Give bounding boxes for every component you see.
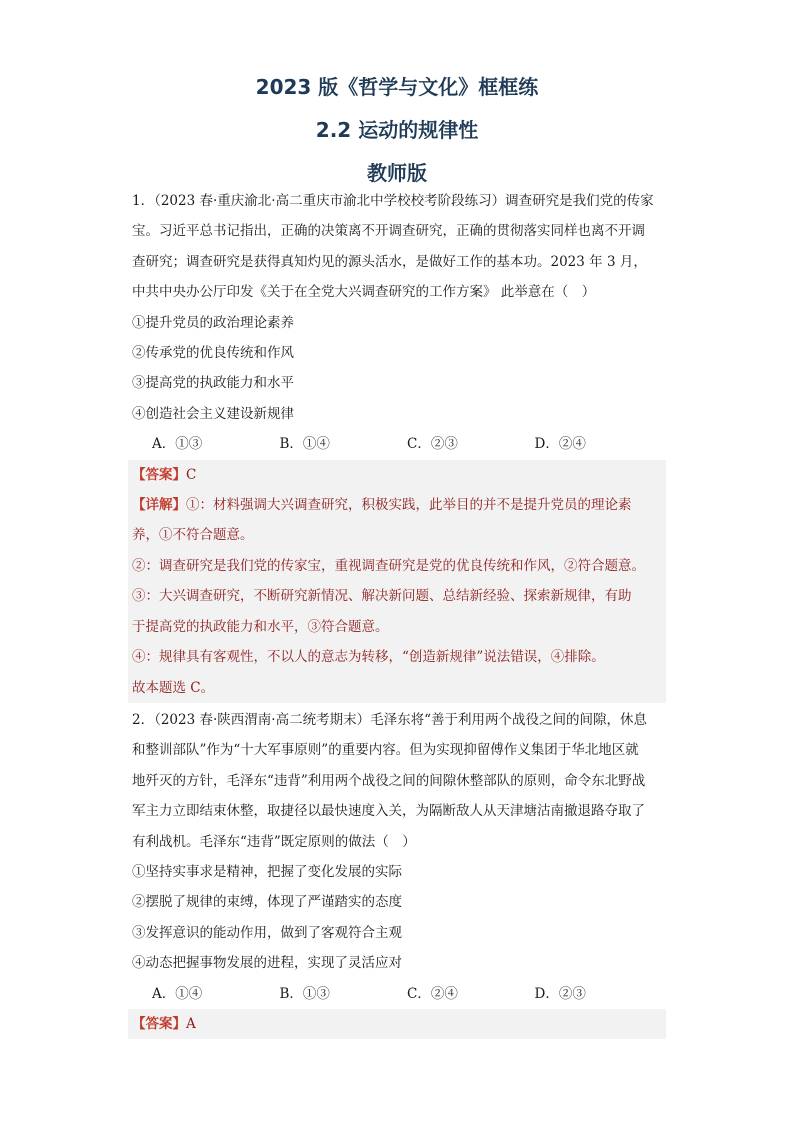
answer-tag: 【答案】 bbox=[132, 1015, 186, 1032]
question-1-option: ②传承党的优良传统和作风 bbox=[132, 345, 294, 362]
detail-text: ①：材料强调大兴调查研究，积极实践，此举目的并不是提升党员的理论素 bbox=[186, 497, 632, 514]
question-2-option: ③发挥意识的能动作用，做到了客观符合主观 bbox=[132, 924, 402, 941]
detail-line: 养，①不符合题意。 bbox=[132, 527, 254, 544]
answer-value: C bbox=[186, 466, 197, 483]
answer-tag: 【答案】 bbox=[132, 466, 186, 483]
answer-line bbox=[132, 1009, 666, 1039]
question-1-stem-line: 1．（2023 春·重庆渝北·高二重庆市渝北中学校校考阶段练习）调查研究是我们党的传家 bbox=[132, 193, 654, 209]
question-1-stem-line: 宝。习近平总书记指出，正确的决策离不开调查研究，正确的贯彻落实同样也离不开调 bbox=[132, 223, 645, 240]
detail-line: ④：规律具有客观性，不以人的意志为转移，“创造新规律”说法错误，④排除。 bbox=[132, 649, 605, 666]
detail-tag: 【详解】 bbox=[132, 497, 186, 514]
question-1-stem-line: 中共中央办公厅印发《关于在全党大兴调查研究的工作方案》 此举意在（ ） bbox=[132, 284, 596, 301]
question-2-stem-line: 军主力立即结束休整，取捷径以最快速度入关，为隔断敌人从天津塘沽南撤退路夺取了 bbox=[132, 803, 645, 820]
answer-value: A bbox=[186, 1015, 196, 1032]
title-block bbox=[0, 66, 794, 195]
choice-c: C．②④ bbox=[407, 985, 458, 1002]
choice-d: D．②③ bbox=[534, 985, 586, 1002]
choice-d: D．②④ bbox=[534, 436, 586, 453]
detail-line: ③：大兴调查研究，不断研究新情况、解决新问题、总结新经验、探索新规律，有助 bbox=[132, 588, 632, 605]
answer-line bbox=[132, 460, 666, 490]
question-1-option: ①提升党员的政治理论素养 bbox=[132, 314, 294, 331]
question-2-choices bbox=[132, 979, 662, 1009]
detail-line: 故本题选 C。 bbox=[132, 679, 215, 696]
question-2-stem-line: 地歼灭的方针，毛泽东“违背”利用两个战役之间的间隙休整部队的原则，命令东北野战 bbox=[132, 772, 646, 789]
question-list bbox=[132, 186, 662, 1039]
edition-title: 2023 版《哲学与文化》框框练 bbox=[255, 75, 539, 99]
question-1-option: ④创造社会主义建设新规律 bbox=[132, 405, 294, 422]
detail-line: 于提高党的执政能力和水平，③符合题意。 bbox=[132, 618, 389, 635]
choice-c: C．②③ bbox=[407, 436, 458, 453]
question-2-stem-line: 有利战机。毛泽东“违背”既定原则的做法（ ） bbox=[132, 833, 416, 850]
detail-line: ②：调查研究是我们党的传家宝，重视调查研究是党的优良传统和作风，②符合题意。 bbox=[132, 557, 645, 574]
choice-b: B．①④ bbox=[279, 436, 330, 453]
detail-line bbox=[132, 490, 666, 520]
question-2-stem-line: 2．（2023 春·陕西渭南·高二统考期末）毛泽东将“善于利用两个战役之间的间隙，休息 bbox=[132, 711, 647, 728]
question-1-choices bbox=[132, 429, 662, 459]
question-2 bbox=[132, 705, 662, 1039]
question-2-answer-block bbox=[128, 1009, 666, 1039]
question-2-option: ④动态把握事物发展的进程，实现了灵活应对 bbox=[132, 955, 402, 972]
question-1-stem-line: 查研究；调查研究是获得真知灼见的源头活水，是做好工作的基本功。2023 年 3 月， bbox=[132, 253, 647, 270]
question-1 bbox=[132, 186, 662, 703]
section-title: 2.2 运动的规律性 bbox=[315, 118, 479, 142]
question-2-stem-line: 和整训部队”作为“十大军事原则”的重要内容。但为实现抑留傅作义集团于华北地区就 bbox=[132, 742, 639, 759]
version-title: 教师版 bbox=[367, 161, 427, 185]
choice-b: B．①③ bbox=[279, 985, 330, 1002]
question-1-answer-block bbox=[128, 460, 666, 703]
choice-a: A．①③ bbox=[152, 436, 203, 453]
question-2-option: ①坚持实事求是精神，把握了变化发展的实际 bbox=[132, 863, 402, 880]
question-1-option: ③提高党的执政能力和水平 bbox=[132, 375, 294, 392]
choice-a: A．①④ bbox=[152, 985, 203, 1002]
question-2-option: ②摆脱了规律的束缚，体现了严谨踏实的态度 bbox=[132, 894, 402, 911]
